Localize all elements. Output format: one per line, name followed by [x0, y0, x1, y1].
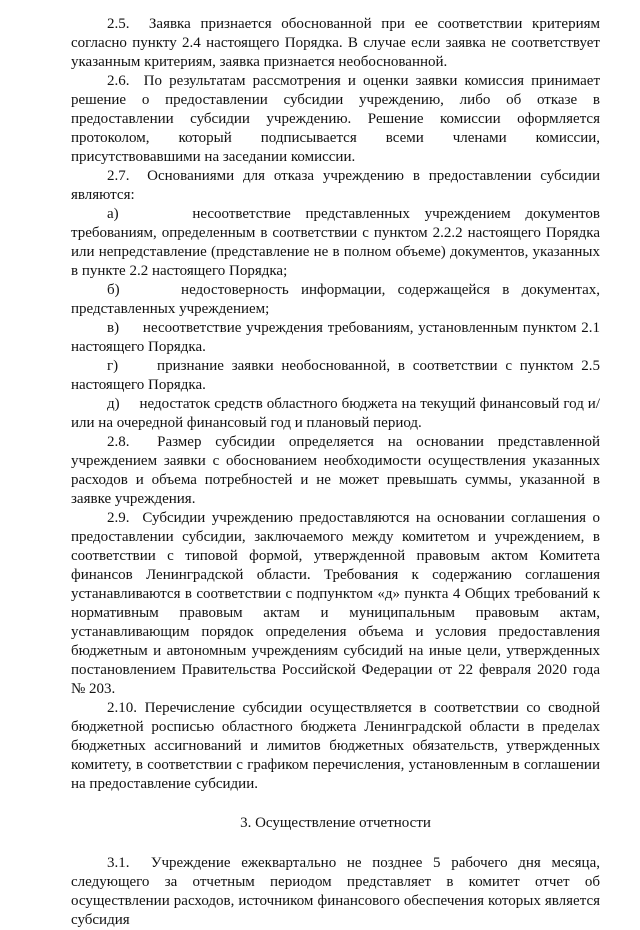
subitem-b: б) недостоверность информации, содержащейся в документах, представленных учреждением;: [71, 282, 600, 317]
section-heading: 3. Осуществление отчетности: [240, 815, 431, 831]
paragraph-2-6: 2.6. По результатам рассмотрения и оценки заявки комиссия принимает решение о предоставлении субсидии учреждению, либо об отказе в предоставлении субсидии учреждению. Решение комиссии оформляется протоколом, который подписывается всеми членами комиссии, присутствовавшими на заседании комиссии.: [71, 73, 600, 165]
subitem-v: в) несоответствие учреждения требованиям, установленным пунктом 2.1 настоящего Порядка.: [71, 320, 600, 355]
document-text: [71, 15, 600, 930]
paragraph-2-5: 2.5. Заявка признается обоснованной при ее соответствии критериям согласно пункту 2.4 настоящего Порядка. В случае если заявка не соответствует указанным критериям, заявка признается необоснованной.: [71, 16, 600, 70]
subitem-d: д) недостаток средств областного бюджета на текущий финансовый год и/или на очередной финансовый год и плановый период.: [71, 396, 600, 431]
paragraph-2-8: 2.8. Размер субсидии определяется на основании представленной учреждением заявки с обоснованием необходимости осуществления указанных расходов и объема потребностей и не может превышать суммы, указанной в заявке учреждения.: [71, 434, 600, 507]
paragraph-3-1: 3.1. Учреждение ежеквартально не позднее 5 рабочего дня месяца, следующего за отчетным периодом представляет в комитет отчет об осуществлении расходов, источником финансового обеспечения которых является субсидия: [71, 855, 600, 928]
paragraph-2-9: 2.9. Субсидии учреждению предоставляются на основании соглашения о предоставлении субсидии, заключаемого между комитетом и учреждением, в соответствии с типовой формой, утвержденной правовым актом Комитета финансов Ленинградской области. Требования к содержанию соглашения устанавливаются в соответствии с подпунктом «д» пункта 4 Общих требований к нормативным правовым актам и муниципальным правовым актам, устанавливающим порядок определения объема и условия предоставления бюджетным и автономным учреждениям субсидий на иные цели, утвержденных постановлением Правительства Российской Федерации от 22 февраля 2020 года № 203.: [71, 510, 600, 697]
paragraph-2-10: 2.10. Перечисление субсидии осуществляется в соответствии со сводной бюджетной росписью областного бюджета Ленинградской области в пределах бюджетных ассигнований и лимитов бюджетных обязательств, утвержденных комитету, в соответствии с графиком перечисления, установленным в соглашении на предоставление субсидии.: [71, 700, 600, 792]
subitem-a: а) несоответствие представленных учреждением документов требованиям, определенным в соответствии с пунктом 2.2.2 настоящего Порядка или непредставление (представление не в полном объеме) документов, указанных в пункте 2.2 настоящего Порядка;: [71, 206, 600, 279]
paragraph-2-7: 2.7. Основаниями для отказа учреждению в предоставлении субсидии являются:: [71, 168, 600, 203]
subitem-g: г) признание заявки необоснованной, в соответствии с пунктом 2.5 настоящего Порядка.: [71, 358, 600, 393]
